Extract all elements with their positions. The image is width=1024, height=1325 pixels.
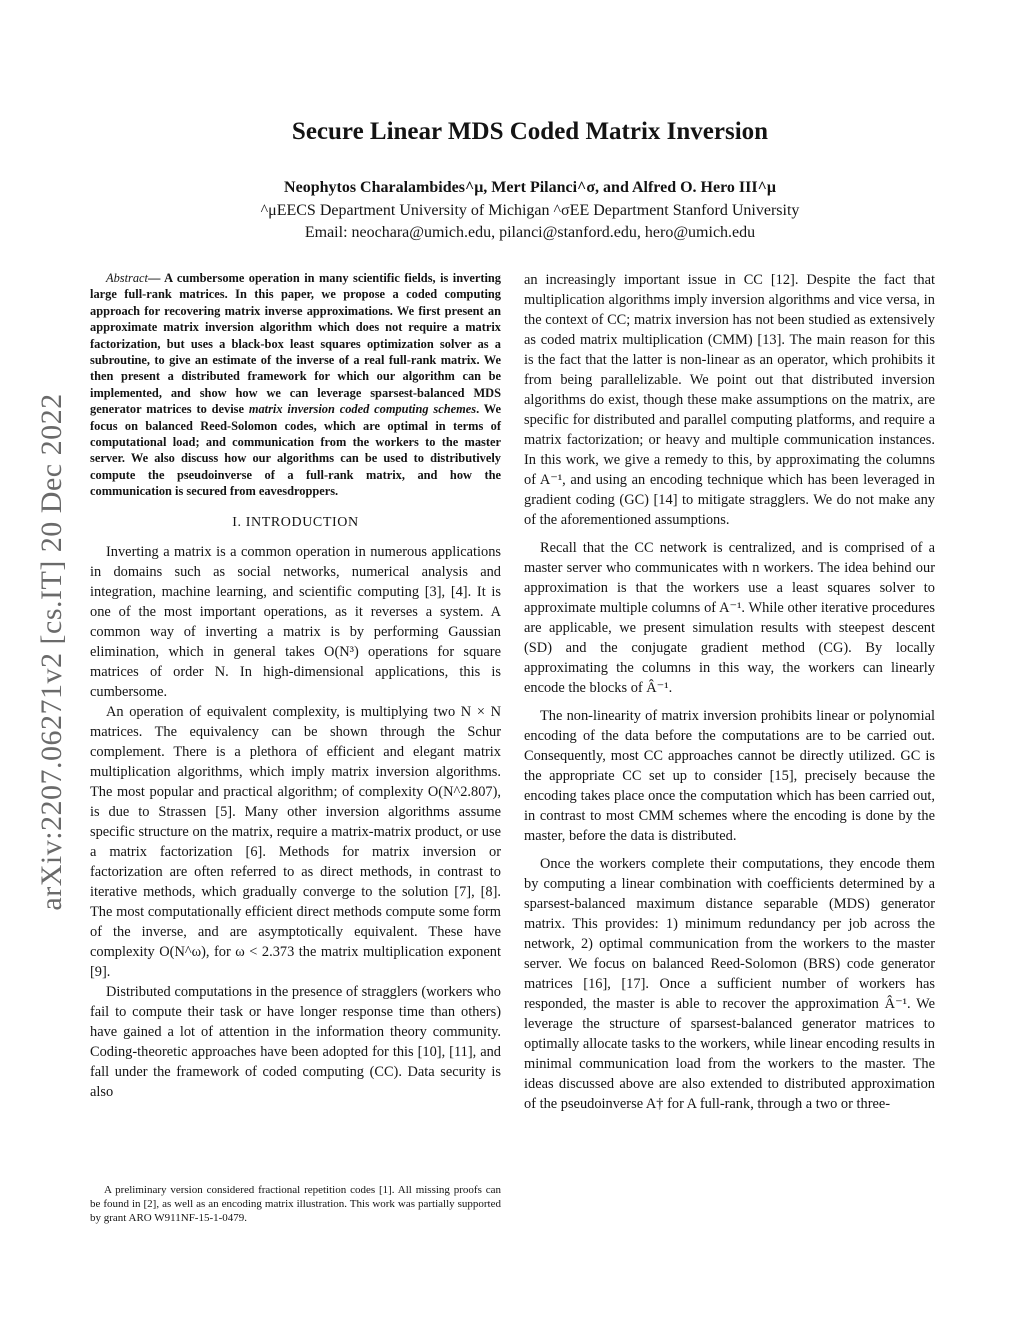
section-heading-introduction: I. INTRODUCTION: [232, 514, 359, 530]
intro-paragraph-7: Once the workers complete their computations, they encode them by computing a linear combination with coefficients determined by a sparsest-balanced maximum distance separable (MDS) generator matrix. This provides: 1) minimum redundancy per job across the network, 2) optimal communication from the workers to the master server. We focus on balanced Reed-Solomon (BRS) code generator matrices [16], [17]. Once a sufficient number of workers has responded, the master is able to recover the approximation Â⁻¹. We leverage the structure of sparsest-balanced generator matrices to optimally allocate tasks to the workers, while linear encoding results in minimal communication load from the workers to the master. The ideas discussed above are also extended to distributed approximation of the pseudoinverse A† for A full-rank, through a two or three-: [524, 856, 935, 1112]
abstract: [90, 270, 501, 500]
arxiv-identifier: arXiv:2207.06271v2 [cs.IT] 20 Dec 2022: [35, 393, 68, 911]
author-list: Neophytos Charalambides^μ, Mert Pilanci^σ, and Alfred O. Hero III^μ: [284, 179, 776, 196]
abstract-emphasis: matrix inversion coded computing schemes: [248, 402, 477, 417]
intro-paragraph-4: an increasingly important issue in CC [12]. Despite the fact that multiplication algorithms imply inversion algorithms and vice versa, in the context of CC; matrix inversion has not been studied as extensively as coded matrix multiplication (CMM) [13]. The main reason for this is the fact that the latter is non-linear as an operator, which prohibits it from being parallelizable. We point out that distributed inversion algorithms do exist, though these make assumptions on the matrix, are specific for distributed and parallel computing platforms, and require a matrix factorization; or heavy and multiple communication instances. In this work, we give a remedy to this, by approximating the columns of A⁻¹, and using an encoding technique which has been leveraged in gradient coding (GC) [14] to mitigate stragglers. We do not make any of the aforementioned assumptions.: [524, 272, 935, 528]
abstract-body-end: . We focus on balanced Reed-Solomon codes, which are optimal in terms of computational load; and communication from the workers to the master server. We also discuss how our algorithms can be used to distributively compute the pseudoinverse of a full-rank matrix, and how the communication is secured from eavesdroppers.: [90, 402, 501, 499]
abstract-body: — A cumbersome operation in many scientific fields, is inverting large full-rank matrices. In this paper, we propose a coded computing approach for recovering matrix inverse approximations. We first present an approximate matrix inversion algorithm which does not require a matrix factorization, but uses a black-box least squares optimization solver as a subroutine, to give an estimate of the inverse of a real full-rank matrix. We then present a distributed framework for which our algorithm can be implemented, and show how we can leverage sparsest-balanced MDS generator matrices to devise: [90, 271, 501, 417]
intro-paragraph-3: Distributed computations in the presence of stragglers (workers who fail to compute their task or have longer response time than others) have gained a lot of attention in the information theory community. Coding-theoretic approaches have been adopted for this [10], [11], and fall under the framework of coded computing (CC). Data security is also: [90, 983, 501, 1100]
paper-title: Secure Linear MDS Coded Matrix Inversion: [291, 118, 769, 145]
abstract-label: Abstract: [106, 271, 148, 285]
intro-paragraph-5: Recall that the CC network is centralized, and is comprised of a master server who communicates with n workers. The idea behind our approximation is that the workers use a least squares solver to approximate multiple columns of A⁻¹. While other iterative procedures are applicable, we present simulation results with steepest descent (SD) and the conjugate gradient method (CG). By locally approximating the columns in this way, the workers can linearly encode the blocks of Â⁻¹.: [524, 540, 935, 696]
footnote: A preliminary version considered fractional repetition codes [1]. All missing proofs can be found in [2], as well as an encoding matrix illustration. This work was partially supported by grant ARO W911NF-15-1-0479.: [90, 1184, 501, 1224]
right-column: [524, 270, 935, 1114]
author-emails: Email: neochara@umich.edu, pilanci@stanford.edu, hero@umich.edu: [304, 224, 756, 241]
left-column: [90, 270, 501, 1102]
intro-paragraph-1: Inverting a matrix is a common operation in numerous applications in domains such as social networks, numerical analysis and integration, machine learning, and scientific computing [3], [4]. It is one of the most important operations, as it reverses a system. A common way of inverting a matrix is by performing Gaussian elimination, which in general takes O(N³) operations for square matrices of order N. In high-dimensional applications, this is cumbersome.: [90, 543, 501, 700]
affiliations: ^μEECS Department University of Michigan ^σEE Department Stanford University: [260, 202, 800, 219]
intro-paragraph-6: The non-linearity of matrix inversion prohibits linear or polynomial encoding of the data before the computations are to be carried out. Consequently, most CC approaches cannot be directly utilized. GC is the appropriate CC set up to consider [15], precisely because the encoding takes place once the computation which has been carried out, in contrast to most CMM schemes where the encoding is done by the master, before the data is distributed.: [524, 708, 935, 844]
intro-paragraph-2: An operation of equivalent complexity, is multiplying two N × N matrices. The equivalency can be shown through the Schur complement. There is a plethora of efficient and elegant matrix multiplication algorithms, which imply matrix inversion algorithms. The most popular and practical algorithm; of complexity O(N^2.807), is due to Strassen [5]. Many other inversion algorithms assume specific structure on the matrix, require a matrix-matrix product, or use a matrix factorization [6]. Methods for matrix inversion or factorization are often referred to as direct methods, in contrast to iterative methods, which gradually converge to the solution [7], [8]. The most computationally efficient direct methods compute some form of the inverse, and are asymptotically equivalent. These have complexity O(N^ω), for ω < 2.373 the matrix multiplication exponent [9].: [90, 703, 501, 980]
